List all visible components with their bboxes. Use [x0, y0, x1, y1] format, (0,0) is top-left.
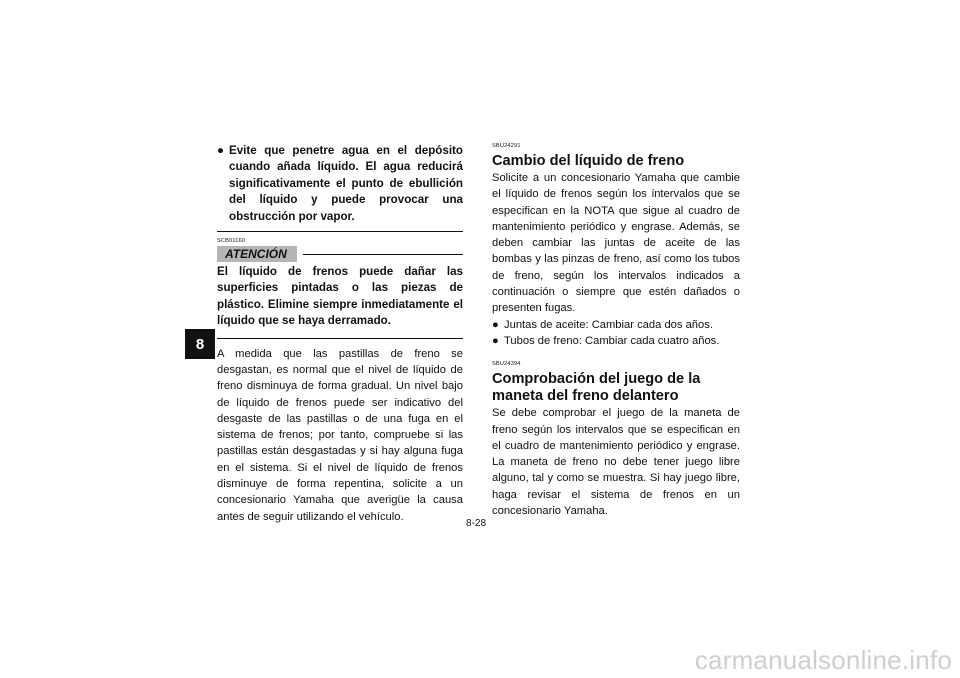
section-code: SBU24291 [492, 143, 521, 149]
left-column [217, 143, 463, 525]
page-number: 8-28 [466, 518, 487, 529]
caution-label: ATENCIÓN [217, 246, 297, 262]
caution-header [217, 246, 463, 262]
list-item-text: Tubos de freno: Cambiar cada cuatro años. [504, 334, 720, 347]
divider [217, 338, 463, 339]
warning-text: Evite que penetre agua en el depósito cuando añada líquido. El agua reducirá significativamente el punto de ebullición del líquido y puede provocar una obstrucción por vapor. [229, 144, 463, 223]
section-code: SBU24394 [492, 361, 521, 368]
section-tab: 8 [185, 329, 215, 359]
bullet-icon: ● [492, 334, 499, 347]
right-column [492, 143, 740, 519]
section-body: Se debe comprobar el juego de la maneta de freno según los intervalos que se especifican en el cuadro de mantenimiento periódico y engrase. La maneta de freno no debe tener juego libre alguno, tal y como se muestra. Si hay juego libre, haga revisar el sistema de frenos en un concesionario Yamaha. [492, 407, 740, 518]
divider [217, 231, 463, 232]
section-heading: Comprobación del juego de la maneta del freno delantero [492, 371, 701, 405]
body-paragraph: A medida que las pastillas de freno se desgastan, es normal que el nivel de líquido de freno disminuya de forma gradual. Un nivel bajo de líquido de frenos puede ser indicativo del desgaste de las pastillas o de una fuga en el sistema de frenos; por tanto, compruebe si las pastillas están desgastadas y si hay alguna fuga en el sistema. Si el nivel de líquido de frenos disminuye de forma repentina, solicite a un concesionario Yamaha que averigüe la causa antes de seguir utilizando el vehículo. [217, 347, 463, 523]
bullet-icon: ● [217, 144, 225, 157]
list-item-text: Juntas de aceite: Cambiar cada dos años. [504, 318, 713, 331]
warning-list-item [217, 143, 463, 225]
bullet-icon: ● [492, 318, 499, 331]
section-heading: Cambio del líquido de freno [492, 153, 685, 169]
watermark: carmanualsonline.info [694, 645, 952, 675]
section-body: Solicite a un concesionario Yamaha que cambie el líquido de frenos según los intervalos que se especifican en la NOTA que sigue al cuadro de mantenimiento periódico y engrase. Además, se deben cambiar las juntas de aceite de las bombas y las pinzas de freno, así como los tubos de freno, según los intervalos indicados a continuación o siempre que estén dañados o presenten fugas. [492, 172, 740, 315]
caution-text: El líquido de frenos puede dañar las superficies pintadas o las piezas de plástico. Elimine siempre inmediatamente el líquido que se haya derramado. [217, 265, 463, 328]
caution-code: SCB01160 [217, 238, 246, 245]
list-item [492, 317, 740, 333]
list-item [492, 333, 740, 349]
caution-header-rule [303, 254, 463, 255]
